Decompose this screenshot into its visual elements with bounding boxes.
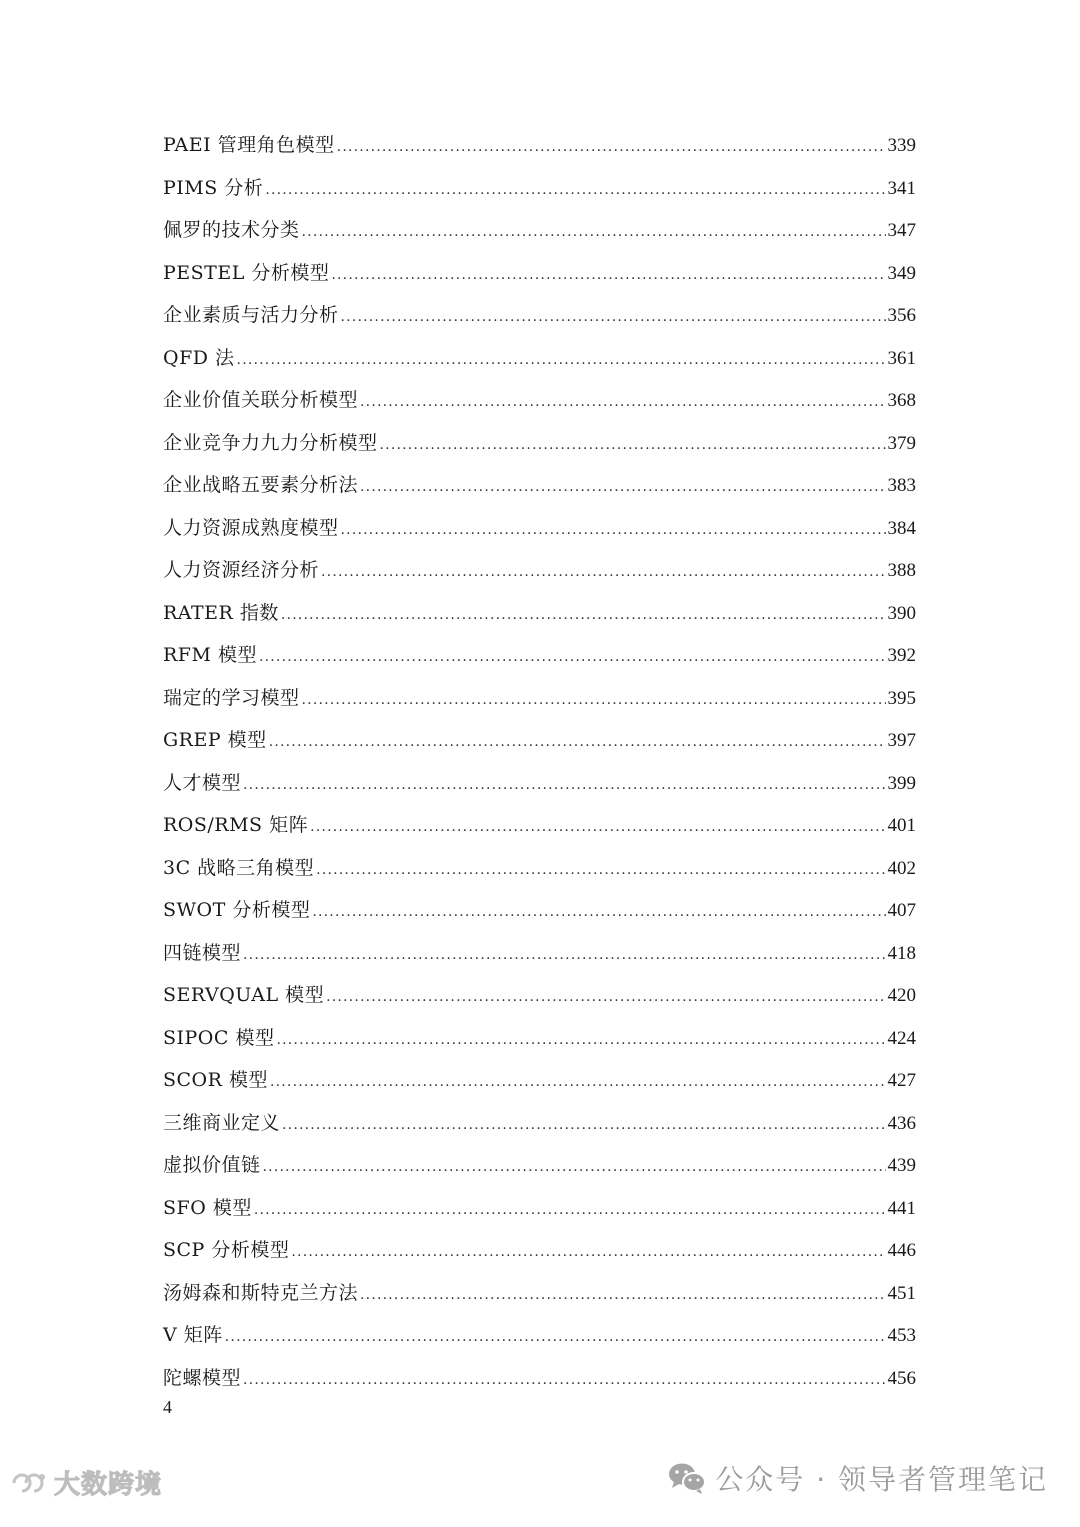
toc-entry-page: 392 <box>887 645 916 666</box>
toc-entry-title: 人力资源经济分析 <box>163 559 320 581</box>
toc-entry-page: 379 <box>887 432 916 454</box>
toc-entry[interactable] <box>163 507 916 550</box>
watermark-right <box>667 1458 1048 1498</box>
dot-leader <box>302 679 886 722</box>
toc-entry-page: 356 <box>887 305 916 326</box>
toc-entry-page: 420 <box>887 985 916 1006</box>
watermark-right-text: 公众号 · 领导者管理笔记 <box>715 1463 1048 1496</box>
dot-leader <box>282 1104 885 1147</box>
toc-entry-title: 三维商业定义 <box>163 1111 281 1134</box>
toc-entry[interactable] <box>163 677 916 720</box>
toc-entry[interactable] <box>163 1059 916 1102</box>
toc-entry-title: 佩罗的技术分类 <box>163 219 300 241</box>
dot-leader <box>276 1019 885 1062</box>
toc-entry-page: 427 <box>887 1070 916 1091</box>
dot-leader <box>302 211 886 254</box>
toc-entry-title: QFD 法 <box>163 346 235 369</box>
toc-entry[interactable] <box>163 1272 916 1315</box>
toc-entry[interactable] <box>163 847 916 890</box>
toc-entry-title: SCOR 模型 <box>163 1069 268 1091</box>
toc-entry-page: 453 <box>887 1325 916 1346</box>
dot-leader <box>269 721 886 764</box>
toc-entry-title: RATER 指数 <box>163 601 279 624</box>
toc-entry-title: PESTEL 分析模型 <box>163 261 330 284</box>
toc-entry[interactable] <box>163 1229 916 1272</box>
toc-entry-page: 451 <box>887 1282 916 1304</box>
toc-entry[interactable] <box>163 337 916 380</box>
toc-entry-page: 339 <box>887 135 916 156</box>
dot-leader <box>360 466 885 509</box>
toc-entry-page: 439 <box>887 1155 916 1176</box>
dot-leader <box>331 254 885 297</box>
dot-leader <box>341 509 886 552</box>
toc-entry[interactable] <box>163 209 916 252</box>
toc-entry-title: SCP 分析模型 <box>163 1239 290 1261</box>
toc-entry-page: 446 <box>887 1240 916 1261</box>
toc-entry[interactable] <box>163 294 916 337</box>
dot-leader <box>341 296 886 339</box>
toc-entry-page: 436 <box>887 1112 916 1134</box>
dot-leader <box>259 636 886 679</box>
dot-leader <box>326 976 885 1019</box>
toc-entry[interactable] <box>163 1144 916 1187</box>
toc-entry[interactable] <box>163 464 916 507</box>
toc-entry-title: 四链模型 <box>163 941 242 964</box>
toc-entry-title: 陀螺模型 <box>163 1366 242 1389</box>
dot-leader <box>291 1231 885 1274</box>
dot-leader <box>237 339 886 382</box>
dot-leader <box>337 126 886 169</box>
toc-entry-page: 349 <box>887 262 916 284</box>
toc-entry-title: 3C 战略三角模型 <box>163 856 315 879</box>
dot-leader <box>321 551 885 594</box>
toc-entry-title: RFM 模型 <box>163 644 257 666</box>
toc-entry-title: 人力资源成熟度模型 <box>163 516 339 539</box>
dot-leader <box>243 764 885 807</box>
dot-leader <box>380 424 886 467</box>
toc-entry[interactable] <box>163 167 916 210</box>
dot-leader <box>254 1189 886 1232</box>
page-number: 4 <box>163 1397 172 1417</box>
table-of-contents <box>163 124 916 1399</box>
toc-entry-title: 企业战略五要素分析法 <box>163 474 359 496</box>
toc-entry-title: 人才模型 <box>163 771 242 794</box>
dot-leader <box>310 806 885 849</box>
toc-entry[interactable] <box>163 1357 916 1400</box>
toc-entry[interactable] <box>163 549 916 592</box>
toc-entry-page: 341 <box>887 177 916 199</box>
dot-leader <box>316 849 885 892</box>
toc-entry-title: SIPOC 模型 <box>163 1026 275 1049</box>
toc-entry[interactable] <box>163 422 916 465</box>
dot-leader <box>243 934 885 977</box>
dot-leader <box>263 1146 886 1189</box>
toc-entry[interactable] <box>163 804 916 847</box>
dot-leader <box>312 891 885 934</box>
toc-entry-title: SWOT 分析模型 <box>163 899 311 921</box>
toc-entry-page: 347 <box>887 220 916 241</box>
dot-leader <box>360 1274 885 1317</box>
toc-entry[interactable] <box>163 762 916 805</box>
watermark-left-text: 大数跨境 <box>54 1470 163 1500</box>
toc-entry-page: 383 <box>887 475 916 496</box>
toc-entry[interactable] <box>163 252 916 295</box>
toc-entry[interactable] <box>163 1314 916 1357</box>
wechat-icon <box>667 1461 707 1495</box>
toc-entry-page: 395 <box>887 687 916 709</box>
toc-entry-title: 瑞定的学习模型 <box>163 686 300 709</box>
toc-entry-page: 407 <box>887 900 916 921</box>
toc-entry-page: 388 <box>887 560 916 581</box>
toc-entry[interactable] <box>163 124 916 167</box>
logo-icon <box>6 1468 50 1498</box>
toc-entry-page: 368 <box>887 390 916 411</box>
toc-entry[interactable] <box>163 1102 916 1145</box>
toc-entry[interactable] <box>163 592 916 635</box>
toc-entry-title: V 矩阵 <box>163 1324 223 1346</box>
dot-leader <box>265 169 885 212</box>
toc-entry[interactable] <box>163 634 916 677</box>
toc-entry[interactable] <box>163 974 916 1017</box>
toc-entry[interactable] <box>163 932 916 975</box>
toc-entry-title: SFO 模型 <box>163 1196 252 1219</box>
toc-entry-title: ROS/RMS 矩阵 <box>163 814 309 836</box>
toc-entry-page: 456 <box>887 1367 916 1389</box>
toc-entry-title: 汤姆森和斯特克兰方法 <box>163 1281 359 1304</box>
toc-entry-page: 424 <box>887 1027 916 1049</box>
dot-leader <box>243 1359 885 1402</box>
toc-entry-title: 企业素质与活力分析 <box>163 304 339 326</box>
toc-entry-page: 384 <box>887 517 916 539</box>
toc-entry-title: 企业价值关联分析模型 <box>163 389 359 411</box>
toc-entry-title: PAEI 管理角色模型 <box>163 134 335 156</box>
toc-entry[interactable] <box>163 1017 916 1060</box>
toc-entry-title: SERVQUAL 模型 <box>163 984 325 1006</box>
toc-entry-page: 361 <box>887 347 916 369</box>
toc-entry-page: 401 <box>887 815 916 836</box>
toc-entry-page: 402 <box>887 857 916 879</box>
dot-leader <box>281 594 886 637</box>
toc-entry-page: 390 <box>887 602 916 624</box>
toc-entry-title: GREP 模型 <box>163 729 267 751</box>
toc-entry[interactable] <box>163 889 916 932</box>
toc-entry[interactable] <box>163 719 916 762</box>
toc-entry-page: 399 <box>887 772 916 794</box>
toc-entry[interactable] <box>163 1187 916 1230</box>
toc-entry-title: 企业竞争力九力分析模型 <box>163 431 378 454</box>
watermark-left <box>6 1464 162 1501</box>
toc-entry-title: 虚拟价值链 <box>163 1154 261 1176</box>
toc-entry-page: 397 <box>887 730 916 751</box>
dot-leader <box>360 381 885 424</box>
toc-entry[interactable] <box>163 379 916 422</box>
dot-leader <box>225 1316 886 1359</box>
toc-entry-page: 441 <box>887 1197 916 1219</box>
toc-entry-title: PIMS 分析 <box>163 176 264 199</box>
toc-entry-page: 418 <box>887 942 916 964</box>
dot-leader <box>270 1061 886 1104</box>
